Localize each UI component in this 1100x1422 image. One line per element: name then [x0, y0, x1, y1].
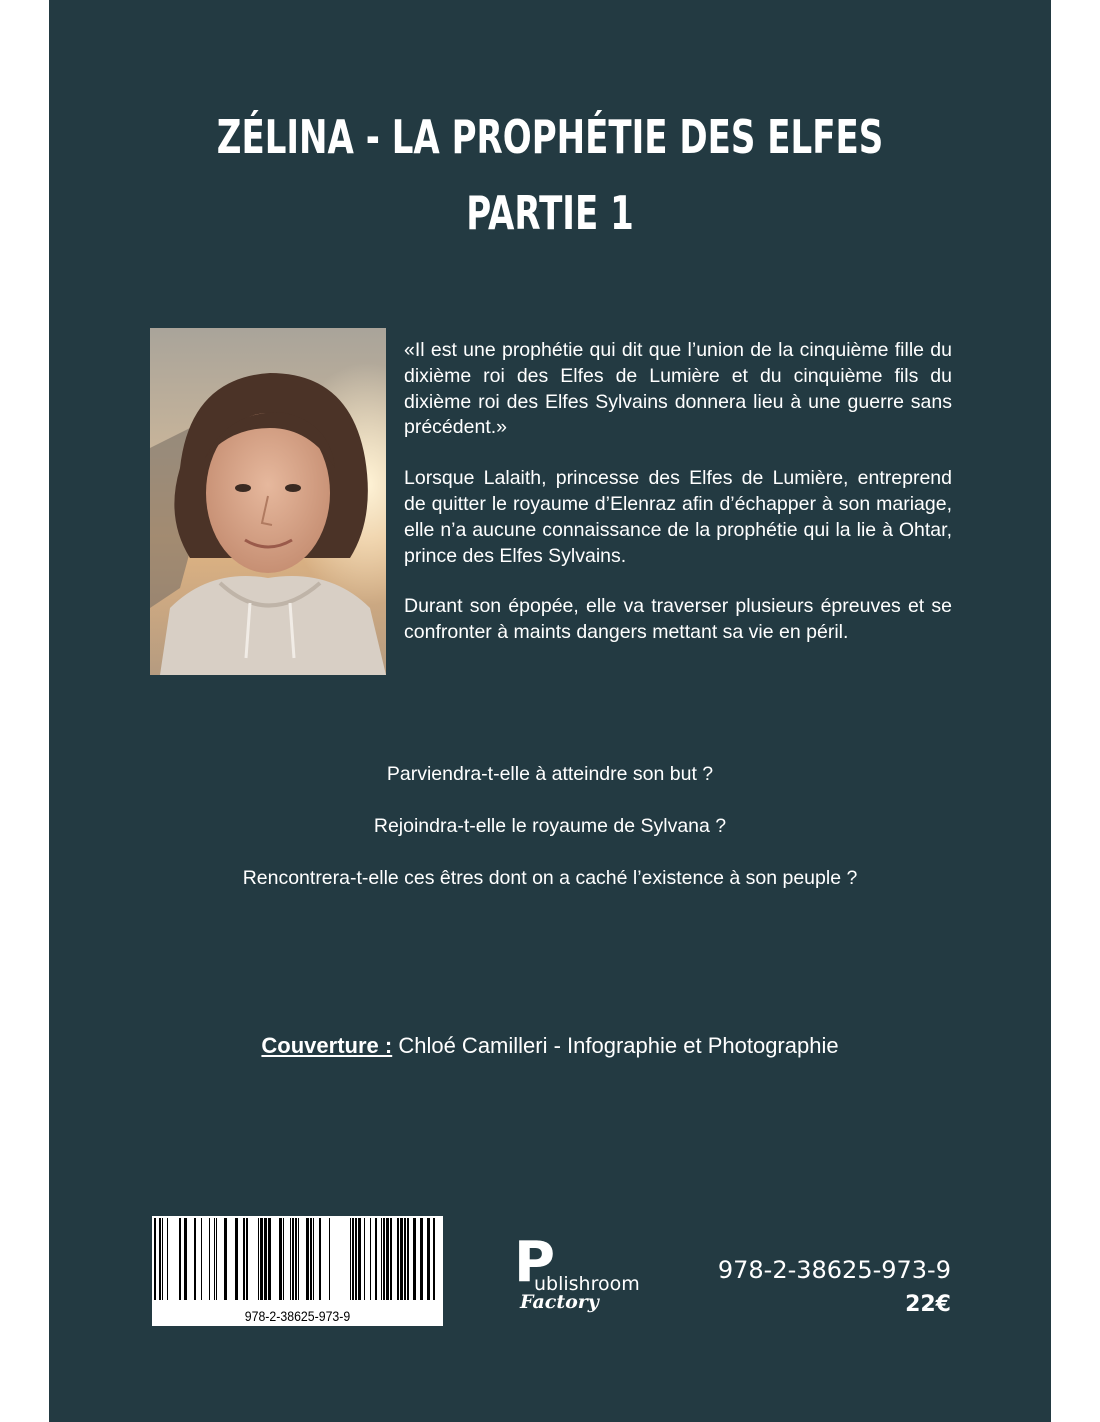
barcode-bar — [162, 1218, 163, 1300]
barcode-bar — [235, 1218, 238, 1300]
barcode-bar — [260, 1218, 263, 1300]
barcode-bar — [295, 1218, 297, 1300]
barcode-bar — [313, 1218, 314, 1300]
barcode-bar — [184, 1218, 187, 1300]
barcode-bar — [246, 1218, 248, 1300]
barcode-bar — [355, 1218, 357, 1300]
barcode-bar — [310, 1218, 312, 1300]
back-cover-blurb — [404, 338, 952, 671]
barcode-bar — [216, 1218, 217, 1300]
barcode-bar — [329, 1218, 330, 1300]
barcode-number: 978-2-38625-973-9 — [244, 1308, 351, 1324]
teaser-question: Rejoindra-t-elle le royaume de Sylvana ? — [373, 815, 727, 837]
barcode-bar — [283, 1218, 284, 1300]
teaser-question: Rencontrera-t-elle ces êtres dont on a caché l’existence à son peuple ? — [242, 867, 858, 889]
barcode-bar — [350, 1218, 351, 1300]
publisher-logo-letter: P — [514, 1230, 556, 1295]
barcode-bar — [386, 1218, 389, 1300]
price: 22€ — [905, 1292, 951, 1317]
barcode-bar — [292, 1218, 294, 1300]
author-photo — [150, 328, 386, 675]
barcode-bar — [159, 1218, 161, 1300]
barcode-bar — [358, 1218, 361, 1300]
barcode-bar — [306, 1218, 309, 1300]
cover-credit-label: Couverture : — [261, 1033, 393, 1058]
barcode-bar — [243, 1218, 245, 1300]
barcode-bar — [397, 1218, 399, 1300]
barcode-bar — [404, 1218, 406, 1300]
barcode-bar — [298, 1218, 299, 1300]
barcode-bar — [407, 1218, 409, 1300]
cover-credit-text: Chloé Camilleri - Infographie et Photographie — [392, 1033, 839, 1058]
barcode-bar — [352, 1218, 354, 1300]
cover-credit — [49, 1033, 1051, 1059]
barcode-bar — [201, 1218, 202, 1300]
publisher-logo-word: Factory — [520, 1291, 599, 1313]
barcode-bar — [433, 1218, 435, 1300]
barcode-bar — [214, 1218, 215, 1300]
barcode-bar — [319, 1218, 321, 1300]
teaser-questions — [49, 763, 1051, 919]
barcode-bar — [154, 1218, 156, 1300]
barcode-bar — [413, 1218, 416, 1300]
barcode-bar — [400, 1218, 403, 1300]
barcode-bar — [381, 1218, 382, 1300]
back-cover — [49, 0, 1051, 1422]
barcode-bar — [375, 1218, 377, 1300]
barcode-bar — [390, 1218, 392, 1300]
teaser-question: Parviendra-t-elle à atteindre son but ? — [386, 763, 714, 785]
barcode-bars — [154, 1218, 441, 1300]
barcode — [152, 1216, 443, 1326]
barcode-bar — [264, 1218, 267, 1300]
publisher-logo — [514, 1230, 654, 1321]
book-subtitle: PARTIE 1 — [466, 186, 634, 240]
barcode-bar — [268, 1218, 271, 1300]
barcode-bar — [290, 1218, 291, 1300]
blurb-paragraph: «Il est une prophétie qui dit que l’union de la cinquième fille du dixième roi des Elfes de Lumière et du cinquième fils du dixième roi des Elfes Sylvains donnera lieu à une guerre sans précédent.» — [404, 339, 952, 439]
barcode-bar — [167, 1218, 168, 1300]
blurb-paragraph: Lorsque Lalaith, princesse des Elfes de Lumière, entreprend de quitter le royaume d’Elenraz afin d’échapper à son mariage, elle n’a aucune connaissance de la prophétie qui la lie à Ohtar, prince des Elfes Sylvains. — [404, 467, 952, 567]
barcode-bar — [427, 1218, 430, 1300]
blurb-paragraph: Durant son épopée, elle va traverser plusieurs épreuves et se confronter à maints dangers mettant sa vie en péril. — [404, 595, 952, 644]
barcode-bar — [383, 1218, 385, 1300]
barcode-bar — [224, 1218, 227, 1300]
barcode-bar — [364, 1218, 365, 1300]
barcode-bar — [179, 1218, 181, 1300]
barcode-bar — [194, 1218, 196, 1300]
barcode-bar — [279, 1218, 282, 1300]
barcode-bar — [258, 1218, 259, 1300]
publisher-logo-word: ublishroom — [534, 1273, 640, 1295]
barcode-bar — [420, 1218, 423, 1300]
isbn: 978-2-38625-973-9 — [717, 1256, 951, 1284]
book-title: ZÉLINA - LA PROPHÉTIE DES ELFES — [216, 110, 884, 164]
barcode-bar — [209, 1218, 210, 1300]
barcode-bar — [370, 1218, 371, 1300]
